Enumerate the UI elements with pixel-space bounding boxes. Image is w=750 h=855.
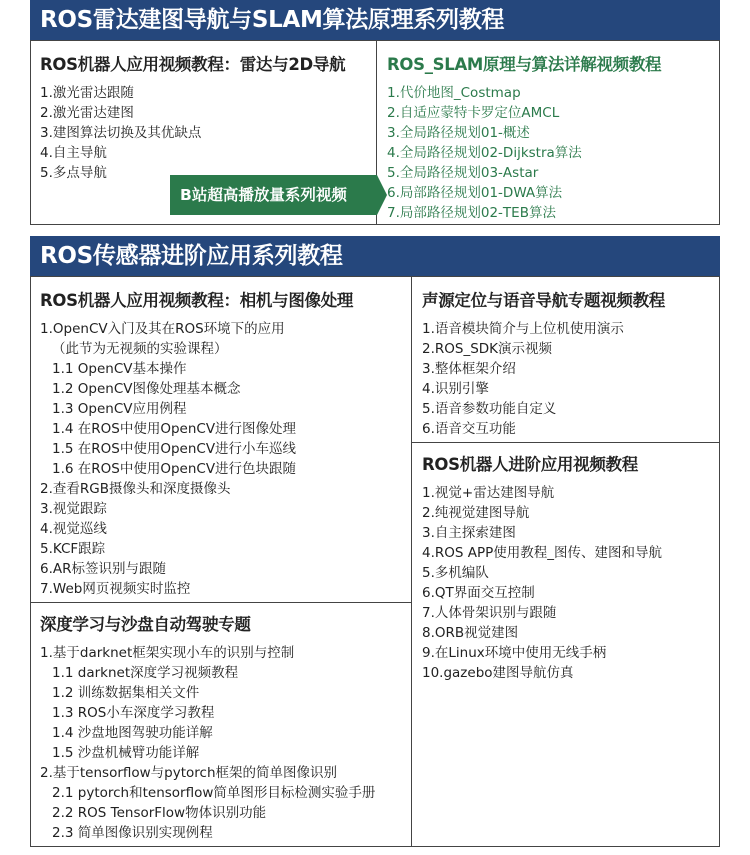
- list-item: 6.语音交互功能: [422, 421, 516, 437]
- list-item: 2.2 ROS TensorFlow物体识别功能: [52, 805, 267, 821]
- list-item: 1.2 训练数据集相关文件: [52, 685, 200, 701]
- list-item: 1.3 OpenCV应用例程: [52, 401, 187, 417]
- list-item: 7.局部路径规划02-TEB算法: [387, 205, 556, 221]
- list-item: 1.视觉+雷达建图导航: [422, 485, 555, 501]
- deep-learning-title: 深度学习与沙盘自动驾驶专题: [40, 615, 251, 634]
- deep-learning-list: [40, 643, 411, 843]
- list-item: 2.自适应蒙特卡罗定位AMCL: [387, 105, 560, 121]
- list-item: 1.1 darknet深度学习视频教程: [52, 665, 239, 681]
- advanced-list: [422, 483, 719, 683]
- voice-column: [412, 277, 719, 442]
- voice-list: [422, 319, 719, 439]
- list-item: 1.激光雷达跟随: [40, 85, 134, 101]
- list-item: 5.多点导航: [40, 165, 107, 181]
- list-item: 1.语音模块简介与上位机使用演示: [422, 321, 624, 337]
- list-item: 1.5 沙盘机械臂功能详解: [52, 745, 200, 761]
- advanced-title: ROS机器人进阶应用视频教程: [422, 455, 638, 474]
- list-item: 10.gazebo建图导航仿真: [422, 665, 574, 681]
- list-item: 7.人体骨架识别与跟随: [422, 605, 557, 621]
- list-item: 1.3 ROS小车深度学习教程: [52, 705, 215, 721]
- list-item: 3.建图算法切换及其优缺点: [40, 125, 202, 141]
- section2-banner: ROS传感器进阶应用系列教程: [30, 236, 720, 276]
- slam-list: [387, 83, 719, 223]
- bilibili-tag: B站超高播放量系列视频: [170, 175, 377, 215]
- list-item: 2.查看RGB摄像头和深度摄像头: [40, 481, 231, 497]
- list-item: 4.识别引擎: [422, 381, 489, 397]
- list-item: 4.自主导航: [40, 145, 107, 161]
- list-item: 3.整体框架介绍: [422, 361, 516, 377]
- vision-list: [40, 319, 411, 599]
- section2: [30, 236, 720, 847]
- list-item: 1.4 在ROS中使用OpenCV进行图像处理: [52, 421, 297, 437]
- slam-title: ROS_SLAM原理与算法详解视频教程: [387, 55, 662, 74]
- list-item: 6.QT界面交互控制: [422, 585, 535, 601]
- list-item: 4.全局路径规划02-Dijkstra算法: [387, 145, 582, 161]
- list-item: 9.在Linux环境中使用无线手柄: [422, 645, 607, 661]
- advanced-column: [412, 442, 719, 846]
- list-item: （此节为无视频的实验课程）: [52, 341, 228, 357]
- list-item: 1.5 在ROS中使用OpenCV进行小车巡线: [52, 441, 297, 457]
- list-item: 1.2 OpenCV图像处理基本概念: [52, 381, 241, 397]
- list-item: 4.视觉巡线: [40, 521, 107, 537]
- list-item: 5.KCF跟踪: [40, 541, 106, 557]
- voice-title: 声源定位与语音导航专题视频教程: [422, 291, 666, 310]
- list-item: 3.自主探索建图: [422, 525, 516, 541]
- list-item: 8.ORB视觉建图: [422, 625, 519, 641]
- slam-column: [377, 41, 719, 224]
- list-item: 5.全局路径规划03-Astar: [387, 165, 539, 181]
- list-item: 3.全局路径规划01-概述: [387, 125, 530, 141]
- deep-learning-column: [31, 602, 411, 846]
- list-item: 3.视觉跟踪: [40, 501, 107, 517]
- lidar-nav-title: ROS机器人应用视频教程：雷达与2D导航: [40, 55, 346, 74]
- list-item: 1.1 OpenCV基本操作: [52, 361, 187, 377]
- section1: [30, 0, 720, 225]
- section1-banner: ROS雷达建图导航与SLAM算法原理系列教程: [30, 0, 720, 40]
- list-item: 2.1 pytorch和tensorflow简单图形目标检测实验手册: [52, 785, 376, 801]
- section2-box: [30, 276, 720, 847]
- list-item: 4.ROS APP使用教程_图传、建图和导航: [422, 545, 663, 561]
- list-item: 2.激光雷达建图: [40, 105, 134, 121]
- list-item: 1.OpenCV入门及其在ROS环境下的应用: [40, 321, 285, 337]
- list-item: 6.AR标签识别与跟随: [40, 561, 166, 577]
- bilibili-tag-arrow: [377, 175, 387, 215]
- list-item: 2.基于tensorflow与pytorch框架的简单图像识别: [40, 765, 338, 781]
- section1-box: [30, 40, 720, 225]
- list-item: 1.4 沙盘地图驾驶功能详解: [52, 725, 213, 741]
- list-item: 2.ROS_SDK演示视频: [422, 341, 553, 357]
- vision-title: ROS机器人应用视频教程：相机与图像处理: [40, 291, 354, 310]
- list-item: 1.6 在ROS中使用OpenCV进行色块跟随: [52, 461, 297, 477]
- list-item: 1.基于darknet框架实现小车的识别与控制: [40, 645, 295, 661]
- list-item: 5.多机编队: [422, 565, 489, 581]
- vision-column: [31, 277, 411, 602]
- list-item: 2.纯视觉建图导航: [422, 505, 530, 521]
- list-item: 6.局部路径规划01-DWA算法: [387, 185, 563, 201]
- list-item: 1.代价地图_Costmap: [387, 85, 521, 101]
- list-item: 2.3 简单图像识别实现例程: [52, 825, 213, 841]
- lidar-nav-list: [40, 83, 377, 183]
- list-item: 5.语音参数功能自定义: [422, 401, 557, 417]
- list-item: 7.Web网页视频实时监控: [40, 581, 191, 597]
